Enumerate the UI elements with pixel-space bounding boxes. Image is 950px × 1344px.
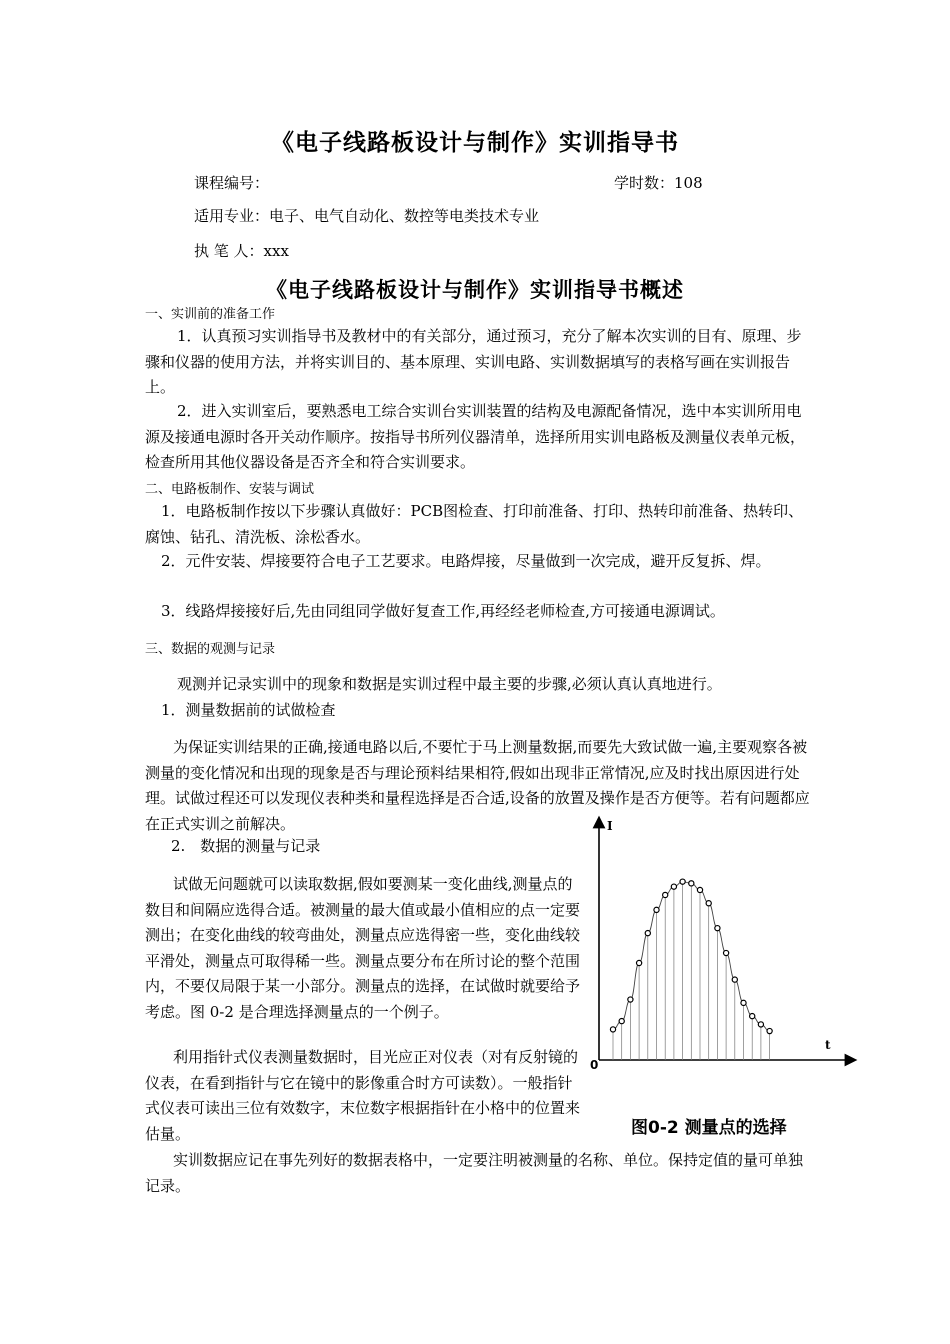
measurement-point	[680, 879, 685, 884]
section-2-heading: 二、电路板制作、安装与调试	[145, 482, 315, 497]
measurement-point	[697, 887, 702, 892]
section-3-paragraph-1: 为保证实训结果的正确,接通电路以后,不要忙于马上测量数据,而要先大致试做一遍,主要观察各被测量的变化情况和出现的现象是否与理论预料结果相符,假如出现非正常情况,应及时找出原因进行处理。试做过程还可以发现仪表种类和量程选择是否合适,设备的放置及操作是否方便等。若有问题都应在正式实训之前解决。	[145, 738, 810, 833]
measurement-point	[715, 926, 720, 931]
measurement-point	[628, 997, 633, 1002]
section-3-sub-heading-1: 1．测量数据前的试做检查	[161, 701, 336, 719]
y-axis-label: I	[607, 819, 613, 833]
measurement-point	[767, 1028, 772, 1033]
section-3-paragraph-2: 试做无问题就可以读取数据,假如要测某一变化曲线,测量点的数目和间隔应选得合适。被测量的最大值或最小值相应的点一定要测出；在变化曲线的较弯曲处，测量点应选得密一些，变化曲线较平滑处，测量点可取得稀一些。测量点要分布在所讨论的整个范围内，不要仅局限于某一小部分。测量点的选择，在试做时就要给予考虑。图 0-2 是合理选择测量点的一个例子。	[145, 875, 581, 1021]
major-label: 适用专业：电子、电气自动化、数控等电类技术专业	[194, 207, 540, 225]
measurement-point	[645, 931, 650, 936]
section-1-heading: 一、实训前的准备工作	[145, 307, 276, 322]
origin-label: 0	[590, 1058, 599, 1072]
document-title: 《电子线路板设计与制作》实训指导书	[271, 129, 679, 156]
section-1-paragraph-2: 2．进入实训室后，要熟悉电工综合实训台实训装置的结构及电源配备情况，选中本实训所用电源及接通电源时各开关动作顺序。按指导书所列仪器清单，选择所用实训电路板及测量仪表单元板，检查所用其他仪器设备是否齐全和符合实训要求。	[145, 402, 806, 471]
measurement-point	[750, 1014, 755, 1019]
section-3-paragraph-3: 利用指针式仪表测量数据时，目光应正对仪表（对有反射镜的仪表，在看到指针与它在镜中的影像重合时方可读数）。一般指针式仪表可读出三位有效数字，末位数字根据指针在小格中的位置来估量。	[145, 1048, 581, 1143]
measurement-point	[758, 1022, 763, 1027]
section-1-paragraph-1: 1．认真预习实训指导书及教材中的有关部分，通过预习，充分了解本次实训的目有、原理、步骤和仪器的使用方法，并将实训目的、基本原理、实训电路、实训数据填写的表格写画在实训报告上。	[145, 327, 802, 396]
measurement-point	[706, 901, 711, 906]
measurement-point	[732, 977, 737, 982]
measurement-point	[689, 881, 694, 886]
course-code-label: 课程编号：	[194, 174, 270, 192]
section-2-paragraph-2: 2．元件安装、焊接要符合电子工艺要求。电路焊接，尽量做到一次完成，避开反复拆、焊。	[161, 552, 771, 570]
section-3-sub-heading-2: 2. 数据的测量与记录	[171, 837, 321, 855]
measurement-point	[741, 1000, 746, 1005]
section-2-paragraph-1: 1．电路板制作按以下步骤认真做好：PCB图检查、打印前准备、打印、热转印前准备、热转印、腐蚀、钻孔、清洗板、涂松香水。	[145, 502, 804, 546]
figure-caption: 图0-2 测量点的选择	[631, 1118, 787, 1138]
section-3-intro: 观测并记录实训中的现象和数据是实训过程中最主要的步骤,必须认真认真地进行。	[177, 675, 722, 693]
section-2-paragraph-3: 3．线路焊接接好后,先由同组同学做好复查工作,再经经老师检查,方可接通电源调试。	[161, 602, 725, 620]
author-label: 执 笔 人：xxx	[194, 242, 289, 260]
measurement-point	[610, 1027, 615, 1032]
measurement-point	[637, 960, 642, 965]
measurement-point	[724, 950, 729, 955]
measurement-point	[671, 884, 676, 889]
overview-title: 《电子线路板设计与制作》实训指导书概述	[266, 277, 684, 302]
hours-label: 学时数：108	[614, 174, 703, 192]
measurement-point	[654, 907, 659, 912]
measurement-point	[663, 892, 668, 897]
figure-measurement-points	[585, 812, 865, 1077]
section-3-heading: 三、数据的观测与记录	[145, 642, 276, 657]
measurement-point	[619, 1019, 624, 1024]
x-axis-label: t	[825, 1038, 831, 1052]
section-3-paragraph-4: 实训数据应记在事先列好的数据表格中，一定要注明被测量的名称、单位。保持定值的量可单独记录。	[145, 1151, 804, 1195]
